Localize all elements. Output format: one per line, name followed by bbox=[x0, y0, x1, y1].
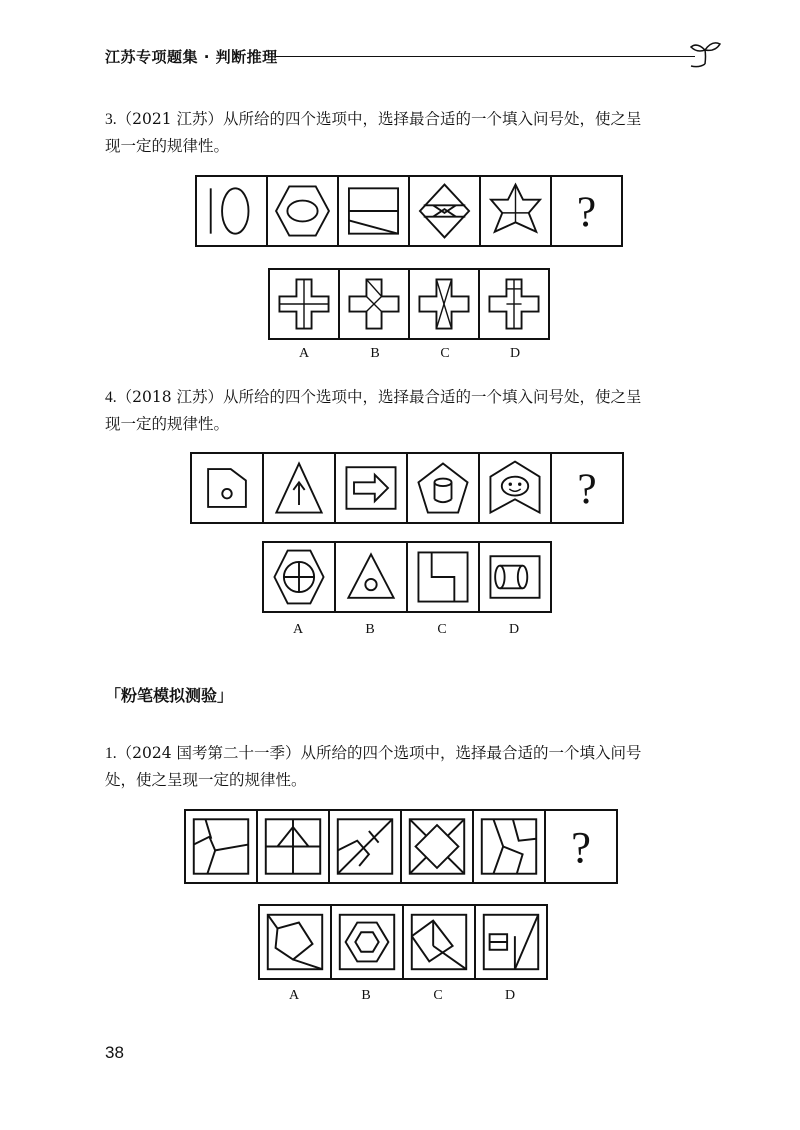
figure-cell bbox=[406, 452, 480, 524]
header-title: 江苏专项题集 · 判断推理 bbox=[105, 48, 278, 66]
question-text: （2021 江苏）从所给的四个选项中，选择最合适的一个填入问号处，使之呈 bbox=[116, 110, 642, 128]
question-1 bbox=[105, 740, 715, 794]
question-1-line1 bbox=[105, 740, 715, 767]
option-label-a[interactable]: A bbox=[292, 622, 304, 637]
question-text-cont: 现一定的规律性。 bbox=[105, 415, 230, 433]
figure-cell bbox=[184, 809, 258, 884]
option-d-figure[interactable] bbox=[474, 904, 548, 980]
option-label-a[interactable]: A bbox=[288, 988, 300, 1003]
option-label-b[interactable]: B bbox=[365, 622, 375, 637]
figure-cell bbox=[328, 809, 402, 884]
figure-cell bbox=[195, 175, 268, 247]
question-number: 3. bbox=[105, 111, 117, 128]
option-b-figure[interactable] bbox=[334, 541, 408, 613]
question-1-sequence bbox=[184, 809, 618, 884]
question-mark-cell bbox=[550, 175, 623, 247]
option-d-figure[interactable] bbox=[478, 268, 550, 340]
figure-cell bbox=[472, 809, 546, 884]
figure-cell bbox=[266, 175, 339, 247]
question-1-option-labels bbox=[258, 988, 546, 1004]
question-text-cont: 现一定的规律性。 bbox=[105, 137, 230, 155]
sprout-icon bbox=[685, 38, 725, 72]
question-text: （2018 江苏）从所给的四个选项中，选择最合适的一个填入问号处，使之呈 bbox=[116, 388, 642, 406]
question-mark: ? bbox=[577, 465, 597, 514]
question-3-line1 bbox=[105, 106, 715, 133]
question-number: 4. bbox=[105, 389, 117, 406]
question-text-cont: 处，使之呈现一定的规律性。 bbox=[105, 771, 307, 789]
figure-cell bbox=[408, 175, 481, 247]
question-3 bbox=[105, 106, 715, 160]
option-d-figure[interactable] bbox=[478, 541, 552, 613]
page-number: 38 bbox=[105, 1043, 124, 1062]
option-label-d[interactable]: D bbox=[504, 988, 516, 1003]
question-4-sequence bbox=[190, 452, 624, 524]
figure-cell bbox=[337, 175, 410, 247]
question-mark: ? bbox=[571, 822, 591, 873]
figure-cell bbox=[256, 809, 330, 884]
question-mark-cell bbox=[544, 809, 618, 884]
question-mark-cell bbox=[550, 452, 624, 524]
running-header bbox=[105, 38, 725, 72]
option-label-c[interactable]: C bbox=[433, 988, 443, 1003]
figure-cell bbox=[262, 452, 336, 524]
option-b-figure[interactable] bbox=[330, 904, 404, 980]
question-4 bbox=[105, 384, 715, 438]
figure-cell bbox=[478, 452, 552, 524]
option-label-b[interactable]: B bbox=[370, 346, 380, 361]
option-label-d[interactable]: D bbox=[509, 346, 521, 361]
option-a-figure[interactable] bbox=[268, 268, 340, 340]
question-3-options bbox=[268, 268, 550, 340]
figure-cell bbox=[334, 452, 408, 524]
figure-cell bbox=[479, 175, 552, 247]
option-label-c[interactable]: C bbox=[440, 346, 450, 361]
question-4-option-labels bbox=[262, 622, 550, 638]
question-4-line1 bbox=[105, 384, 715, 411]
section-title: 「粉笔模拟测验」 bbox=[105, 686, 234, 705]
option-label-a[interactable]: A bbox=[298, 346, 310, 361]
figure-cell bbox=[190, 452, 264, 524]
option-label-b[interactable]: B bbox=[361, 988, 371, 1003]
option-b-figure[interactable] bbox=[338, 268, 410, 340]
option-a-figure[interactable] bbox=[258, 904, 332, 980]
header-rule bbox=[275, 56, 695, 57]
option-c-figure[interactable] bbox=[408, 268, 480, 340]
option-c-figure[interactable] bbox=[402, 904, 476, 980]
option-label-c[interactable]: C bbox=[437, 622, 447, 637]
question-number: 1. bbox=[105, 745, 117, 762]
question-mark: ? bbox=[576, 188, 597, 237]
option-c-figure[interactable] bbox=[406, 541, 480, 613]
option-label-d[interactable]: D bbox=[508, 622, 520, 637]
question-text: （2024 国考第二十一季）从所给的四个选项中，选择最合适的一个填入问号 bbox=[116, 744, 642, 762]
question-1-options bbox=[258, 904, 548, 980]
question-4-options bbox=[262, 541, 552, 613]
question-3-option-labels bbox=[268, 346, 550, 362]
question-3-sequence bbox=[195, 175, 623, 247]
figure-cell bbox=[400, 809, 474, 884]
option-a-figure[interactable] bbox=[262, 541, 336, 613]
